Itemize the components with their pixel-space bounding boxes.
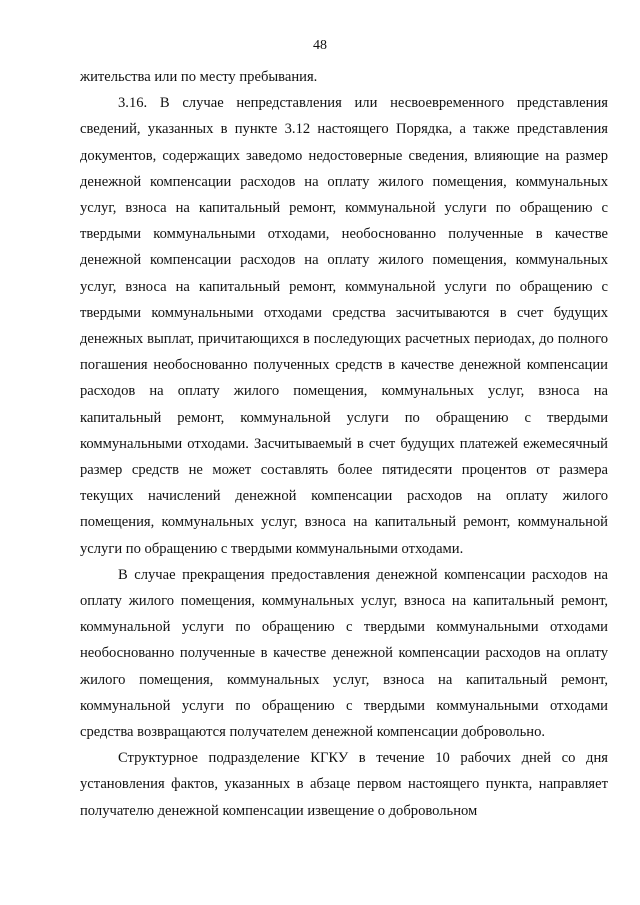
page-number: 48 (313, 38, 327, 53)
paragraph-3-16: 3.16. В случае непредставления или несвоевременного представления сведений, указанных в пункте 3.12 настоящего Порядка, а также представления документов, содержащих заведомо недостоверные сведения, влияющие на размер денежной компенсации расходов на оплату жилого помещения, коммунальных услуг, взноса на капитальный ремонт, коммунальной услуги по обращению с твердыми коммунальными отходами, необоснованно полученные в качестве денежной компенсации расходов на оплату жилого помещения, коммунальных услуг, взноса на капитальный ремонт, коммунальной услуги по обращению с твердыми коммунальными отходами средства засчитываются в счет будущих денежных выплат, причитающихся в последующих расчетных периодах, до полного погашения необоснованно полученных средств в качестве денежной компенсации расходов на оплату жилого помещения, коммунальных услуг, взноса на капитальный ремонт, коммунальной услуги по обращению с твердыми коммунальными отходами. Засчитываемый в счет будущих платежей ежемесячный размер средств не может составлять более пятидесяти процентов от размера текущих начислений денежной компенсации расходов на оплату жилого помещения, коммунальных услуг, взноса на капитальный ремонт, коммунальной услуги по обращению с твердыми коммунальными отходами. (80, 95, 608, 557)
paragraph-kgku: Структурное подразделение КГКУ в течение 10 рабочих дней со дня установления фактов, указанных в абзаце первом настоящего пункта, направляет получателю денежной компенсации извещение о добровольном (80, 750, 608, 819)
body-text (80, 64, 608, 824)
paragraph-continuation: жительства или по месту пребывания. (80, 69, 318, 85)
paragraph-termination: В случае прекращения предоставления денежной компенсации расходов на оплату жилого помещения, коммунальных услуг, взноса на капитальный ремонт, коммунальной услуги по обращению с твердыми коммунальными отходами необоснованно полученные в качестве денежной компенсации расходов на оплату жилого помещения, коммунальных услуг, взноса на капитальный ремонт, коммунальной услуги по обращению с твердыми коммунальными отходами средства возвращаются получателем денежной компенсации добровольно. (80, 566, 608, 741)
